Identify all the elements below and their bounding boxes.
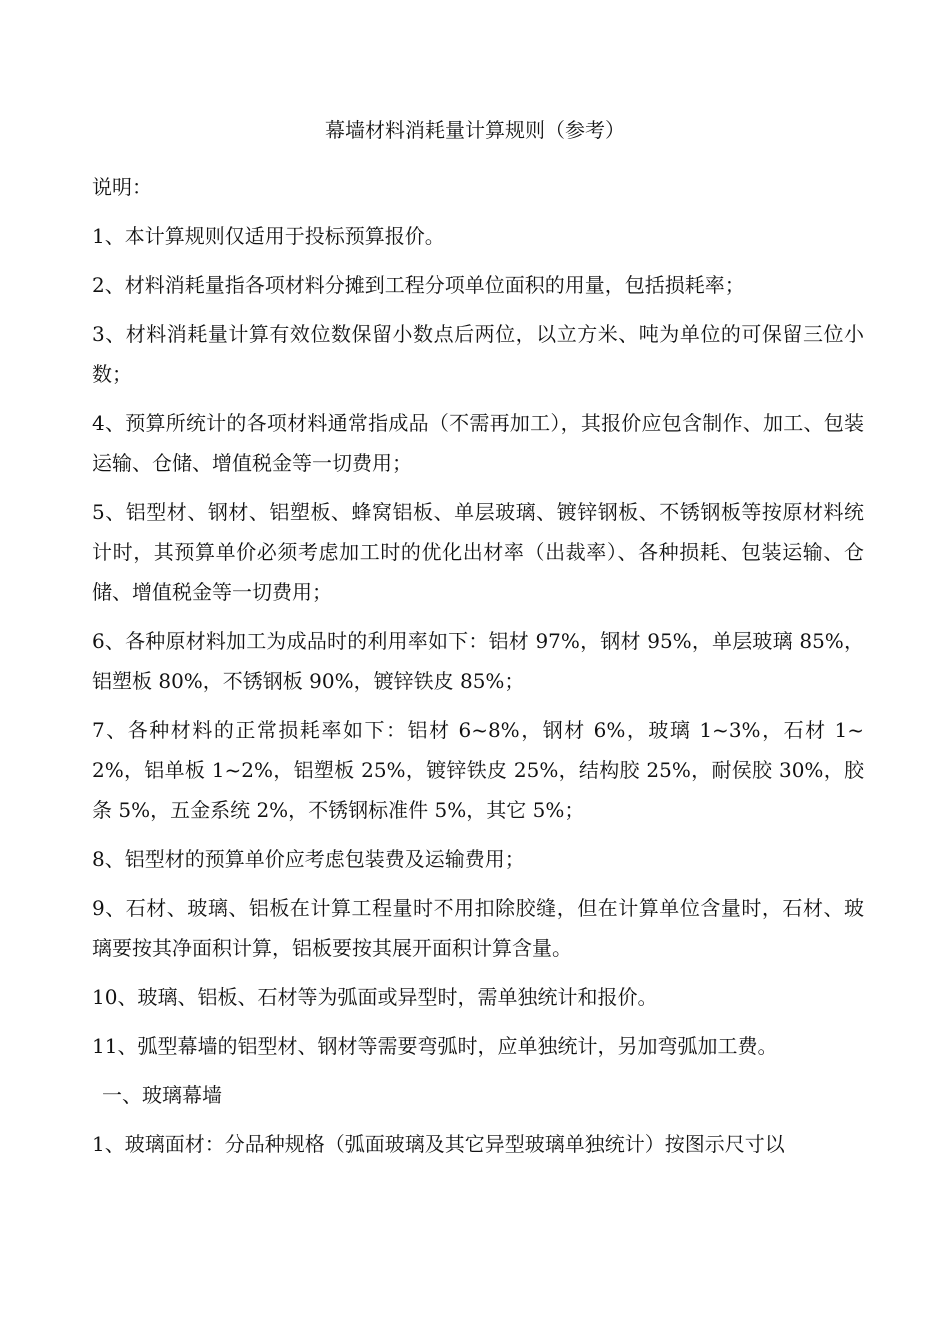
paragraph-rule-8: 8、铝型材的预算单价应考虑包装费及运输费用； bbox=[92, 847, 525, 871]
paragraph-rule-10: 10、玻璃、铝板、石材等为弧面或异型时，需单独统计和报价。 bbox=[92, 985, 658, 1009]
paragraph-rule-3: 3、材料消耗量计算有效位数保留小数点后两位，以立方米、吨为单位的可保留三位小数； bbox=[92, 322, 864, 386]
document-body bbox=[92, 167, 864, 1173]
paragraph-rule-4: 4、预算所统计的各项材料通常指成品（不需再加工），其报价应包含制作、加工、包装运输、仓储、增值税金等一切费用； bbox=[92, 411, 864, 475]
paragraph-intro-heading: 说明： bbox=[92, 175, 152, 199]
paragraph-rule-1: 1、本计算规则仅适用于投标预算报价。 bbox=[92, 224, 445, 248]
paragraph-rule-7: 7、各种材料的正常损耗率如下：铝材 6~8%，钢材 6%，玻璃 1~3%，石材 1~2%，铝单板 1~2%，铝塑板 25%，镀锌铁皮 25%，结构胶 25%，耐侯胶 30%，胶条 5%，五金系统 2%，不锈钢标准件 5%，其它 5%； bbox=[92, 718, 864, 822]
paragraph-rule-2: 2、材料消耗量指各项材料分摊到工程分项单位面积的用量，包括损耗率； bbox=[92, 273, 745, 297]
paragraph-glass-rule-1: 1、玻璃面材：分品种规格（弧面玻璃及其它异型玻璃单独统计）按图示尺寸以 bbox=[92, 1132, 785, 1156]
paragraph-rule-9: 9、石材、玻璃、铝板在计算工程量时不用扣除胶缝，但在计算单位含量时，石材、玻璃要按其净面积计算，铝板要按其展开面积计算含量。 bbox=[92, 896, 864, 960]
document-title: 幕墙材料消耗量计算规则（参考） bbox=[325, 118, 625, 142]
paragraph-rule-5: 5、铝型材、钢材、铝塑板、蜂窝铝板、单层玻璃、镀锌钢板、不锈钢板等按原材料统计时，其预算单价必须考虑加工时的优化出材率（出裁率）、各种损耗、包装运输、仓储、增值税金等一切费用； bbox=[92, 500, 864, 604]
paragraph-rule-6: 6、各种原材料加工为成品时的利用率如下：铝材 97%，钢材 95%，单层玻璃 85%，铝塑板 80%，不锈钢板 90%，镀锌铁皮 85%； bbox=[92, 629, 864, 693]
section-heading-glass-curtain-wall: 一、玻璃幕墙 bbox=[102, 1083, 222, 1107]
paragraph-rule-11: 11、弧型幕墙的铝型材、钢材等需要弯弧时，应单独统计，另加弯弧加工费。 bbox=[92, 1034, 778, 1058]
